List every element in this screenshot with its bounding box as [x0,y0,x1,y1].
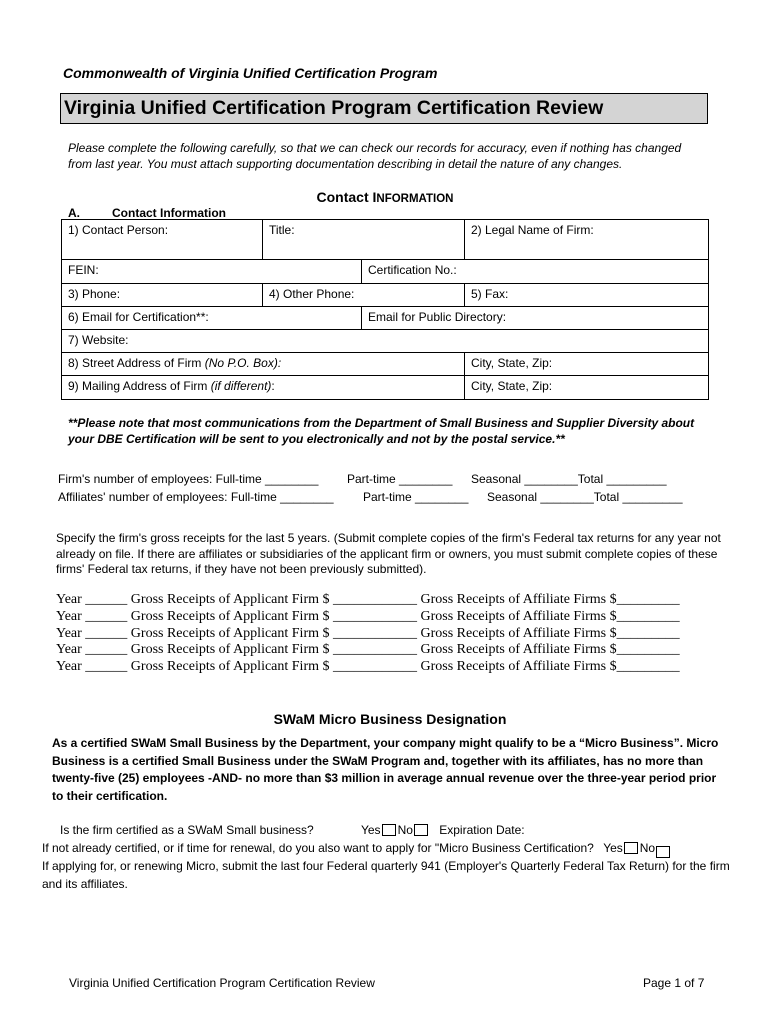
yes-checkbox[interactable] [382,824,396,836]
micro-no-checkbox[interactable] [656,846,670,858]
certification-no-field[interactable]: Certification No.: [362,260,709,284]
section-a-heading [68,206,226,220]
document-title: Virginia Unified Certification Program Certification Review [60,93,708,124]
no-label: No [397,823,413,837]
footer-title: Virginia Unified Certification Program Certification Review [69,976,375,990]
street-address-field[interactable] [62,353,465,376]
section-letter: A. [68,206,80,220]
micro-yes-checkbox[interactable] [624,842,638,854]
mailing-city-state-zip-field[interactable]: City, State, Zip: [465,376,709,400]
phone-field[interactable]: 3) Phone: [62,284,263,307]
gross-receipts-instructions: Specify the firm's gross receipts for the last 5 years. (Submit complete copies of the firm's Federal tax returns for any year not already on file. If there are affiliates or subsidiaries of the applicant firm or owners, you must submit complete copies of these firms' Federal tax returns, if they have not been previously submitted). [56,531,721,576]
page-number: Page 1 of 7 [643,976,705,990]
website-field[interactable]: 7) Website: [62,330,709,353]
contact-section-title [0,189,770,205]
gross-receipts-row[interactable]: Year ______ Gross Receipts of Applicant Firm $ ____________ Gross Receipts of Affiliate Firms $_________ [56,608,680,624]
fax-field[interactable]: 5) Fax: [465,284,709,307]
gross-receipts-row[interactable]: Year ______ Gross Receipts of Applicant Firm $ ____________ Gross Receipts of Affiliate Firms $_________ [56,659,680,675]
swam-description: As a certified SWaM Small Business by the Department, your company might qualify to be a “Micro Business”. Micro Business is a certified Small Business under the SWaM Program and, together with its affiliates, has no more than twenty-five (25) employees -AND- no more than $3 million in average annual revenue over the three-year period prior to their certification. [52,736,719,803]
contact-title-smallcaps: NFORMATION [376,193,454,205]
street-label: 8) Street Address of Firm [68,356,205,370]
mailing-note: (if different) [210,379,272,393]
mailing-colon: : [271,379,275,393]
program-name: Commonwealth of Virginia Unified Certification Program [63,65,438,81]
micro-apply-question [42,841,672,858]
gross-receipts-row[interactable]: Year ______ Gross Receipts of Applicant Firm $ ____________ Gross Receipts of Affiliate Firms $_________ [56,625,680,641]
legal-name-field[interactable]: 2) Legal Name of Firm: [465,220,709,260]
section-label: Contact Information [112,206,226,220]
swam-section-title: SWaM Micro Business Designation [273,711,507,727]
contact-person-field[interactable]: 1) Contact Person: [62,220,263,260]
gross-receipts-rows [56,592,680,676]
affiliates-fulltime[interactable]: Affiliates' number of employees: Full-time ________ [58,490,334,504]
email-public-field[interactable]: Email for Public Directory: [362,307,709,330]
fein-field[interactable]: FEIN: [62,260,362,284]
micro-no-label: No [639,841,656,855]
gross-receipts-row[interactable]: Year ______ Gross Receipts of Applicant Firm $ ____________ Gross Receipts of Affiliate Firms $_________ [56,642,680,658]
contact-table [61,219,709,400]
firm-parttime[interactable]: Part-time ________ [347,472,453,486]
instructions: Please complete the following carefully, so that we can check our records for accuracy, even if nothing has changed from last year. You must attach supporting documentation describing in detail the nature of any changes. [68,141,682,171]
email-certification-field[interactable]: 6) Email for Certification**: [62,307,362,330]
title-field[interactable]: Title: [263,220,465,260]
no-checkbox[interactable] [414,824,428,836]
yes-label: Yes [360,823,381,837]
micro-941-instructions: If applying for, or renewing Micro, submit the last four Federal quarterly 941 (Employer's Quarterly Federal Tax Return) for the firm and its affiliates. [42,859,730,891]
micro-yes-label: Yes [603,841,623,855]
mailing-address-field[interactable] [62,376,465,400]
micro-question-text: If not already certified, or if time for renewal, do you also want to apply for "Micro Business Certification? [42,841,594,855]
swam-question-text: Is the firm certified as a SWaM Small business? [60,823,314,837]
mailing-label: 9) Mailing Address of Firm [68,379,211,393]
city-state-zip-field[interactable]: City, State, Zip: [465,353,709,376]
street-note: (No P.O. Box): [204,356,282,370]
contact-title-main: Contact I [316,189,377,205]
swam-certified-question [60,823,525,837]
affiliates-parttime[interactable]: Part-time ________ [363,490,469,504]
expiration-date-label: Expiration Date: [439,823,525,837]
electronic-communication-note: **Please note that most communications from the Department of Small Business and Supplier Diversity about your DBE Certification will be sent to you electronically and not by the postal service.** [68,416,695,446]
affiliates-seasonal-total[interactable]: Seasonal ________Total _________ [487,490,683,504]
other-phone-field[interactable]: 4) Other Phone: [263,284,465,307]
gross-receipts-row[interactable]: Year ______ Gross Receipts of Applicant Firm $ ____________ Gross Receipts of Affiliate Firms $_________ [56,592,680,607]
firm-fulltime[interactable]: Firm's number of employees: Full-time ________ [58,472,319,486]
firm-seasonal-total[interactable]: Seasonal ________Total _________ [471,472,667,486]
